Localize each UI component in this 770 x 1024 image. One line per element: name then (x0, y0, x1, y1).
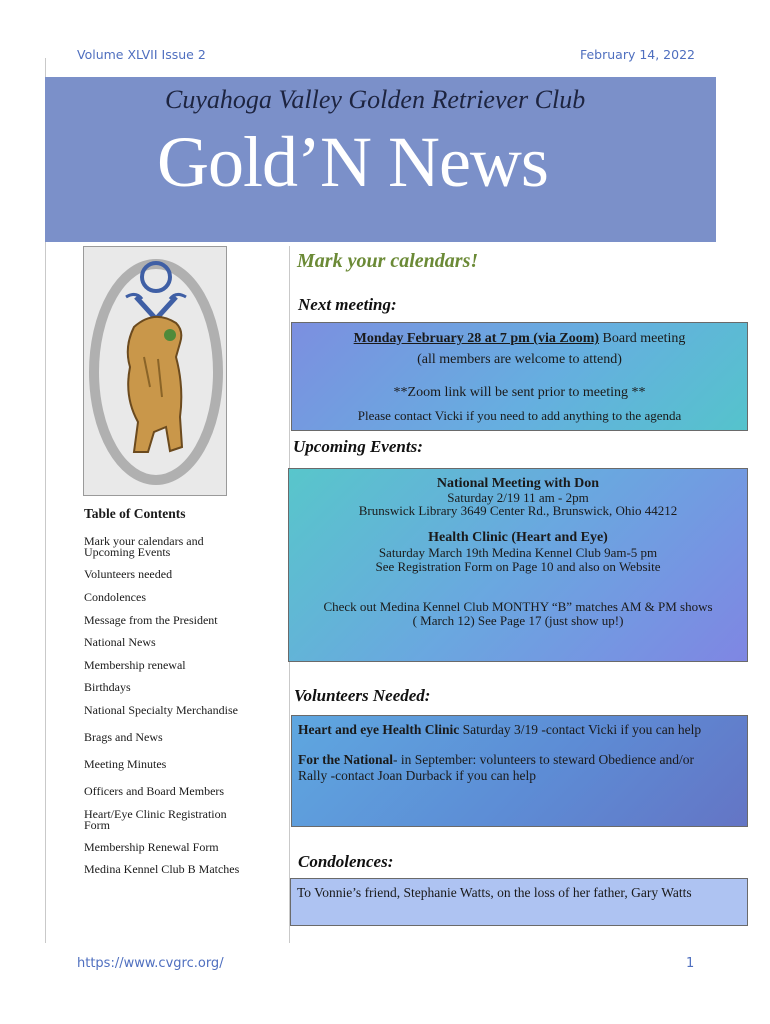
toc-item: Upcoming Events (84, 545, 171, 559)
toc-item: Form (84, 818, 111, 832)
toc-item: Heart/Eye Clinic Registration (84, 807, 227, 821)
toc-item: Membership Renewal Form (84, 840, 219, 854)
masthead-title: Gold’N News (157, 122, 548, 202)
volunteers-heading: Volunteers Needed: (294, 686, 431, 705)
event1-title: National Meeting with Don (436, 476, 600, 491)
meeting-box (291, 322, 748, 431)
toc-item: Brags and News (84, 730, 163, 744)
meeting-line1 (292, 331, 747, 347)
event2-title: Health Clinic (Heart and Eye) (428, 530, 608, 545)
event2-line1: Saturday March 19th Medina Kennel Club 9am-5 pm (378, 545, 658, 560)
toc-item: Medina Kennel Club B Matches (84, 862, 240, 876)
volunteer-item (298, 722, 701, 738)
meeting-line4: Please contact Vicki if you need to add anything to the agenda (357, 408, 682, 423)
meeting-line2: (all members are welcome to attend) (417, 352, 622, 367)
meeting-line3: **Zoom link will be sent prior to meeting ** (393, 385, 646, 400)
issue-date: February 14, 2022 (579, 47, 695, 62)
toc-item: Membership renewal (84, 658, 186, 672)
event3-line2: ( March 12) See Page 17 (just show up!) (412, 613, 624, 628)
upcoming-events-heading: Upcoming Events: (293, 437, 423, 456)
golden-retriever-logo-icon (83, 246, 227, 496)
toc-item: Volunteers needed (84, 567, 173, 581)
volunteer-item-text: Saturday 3/19 -contact Vicki if you can help (459, 722, 702, 737)
volunteer-item-title: Heart and eye Health Clinic (298, 722, 460, 737)
toc-item: Message from the President (84, 613, 218, 627)
next-meeting-heading: Next meeting: (298, 295, 397, 314)
club-name: Cuyahoga Valley Golden Retriever Club (165, 85, 586, 114)
event1-line2: Brunswick Library 3649 Center Rd., Brunswick, Ohio 44212 (358, 503, 678, 518)
event3-line1: Check out Medina Kennel Club MONTHY “B” matches AM & PM shows (323, 599, 713, 614)
issue-label: Volume XLVII Issue 2 (77, 47, 206, 62)
meeting-type: Board meeting (599, 331, 686, 346)
volunteer-item-line2: Rally -contact Joan Durback if you can help (298, 768, 537, 783)
meeting-link[interactable]: Monday February 28 at 7 pm (via Zoom) (353, 331, 600, 346)
masthead-banner (45, 77, 716, 242)
condolences-box (290, 878, 748, 926)
condolences-heading: Condolences: (298, 852, 394, 871)
volunteers-box (291, 715, 748, 827)
toc-item: Mark your calendars and (84, 534, 204, 548)
event1-line1: Saturday 2/19 11 am - 2pm (447, 490, 589, 505)
volunteer-item-title: For the National (298, 752, 393, 767)
toc-item: Meeting Minutes (84, 757, 167, 771)
volunteer-item (298, 752, 694, 768)
event2-line2: See Registration Form on Page 10 and also on Website (375, 559, 661, 574)
toc-item: National Specialty Merchandise (84, 703, 238, 717)
footer-url-link[interactable]: https://www.cvgrc.org/ (77, 956, 224, 971)
toc-item: Officers and Board Members (84, 784, 225, 798)
toc-item: Condolences (84, 590, 146, 604)
events-box (288, 468, 748, 662)
page-number: 1 (686, 956, 695, 971)
mark-calendars-heading: Mark your calendars! (297, 250, 479, 272)
condolences-text: To Vonnie’s friend, Stephanie Watts, on the loss of her father, Gary Watts (297, 885, 692, 900)
toc-title: Table of Contents (84, 506, 186, 521)
volunteer-item-text: - in September: volunteers to steward Obedience and/or (393, 752, 695, 767)
toc-item: Birthdays (84, 680, 131, 694)
toc-item: National News (84, 635, 156, 649)
